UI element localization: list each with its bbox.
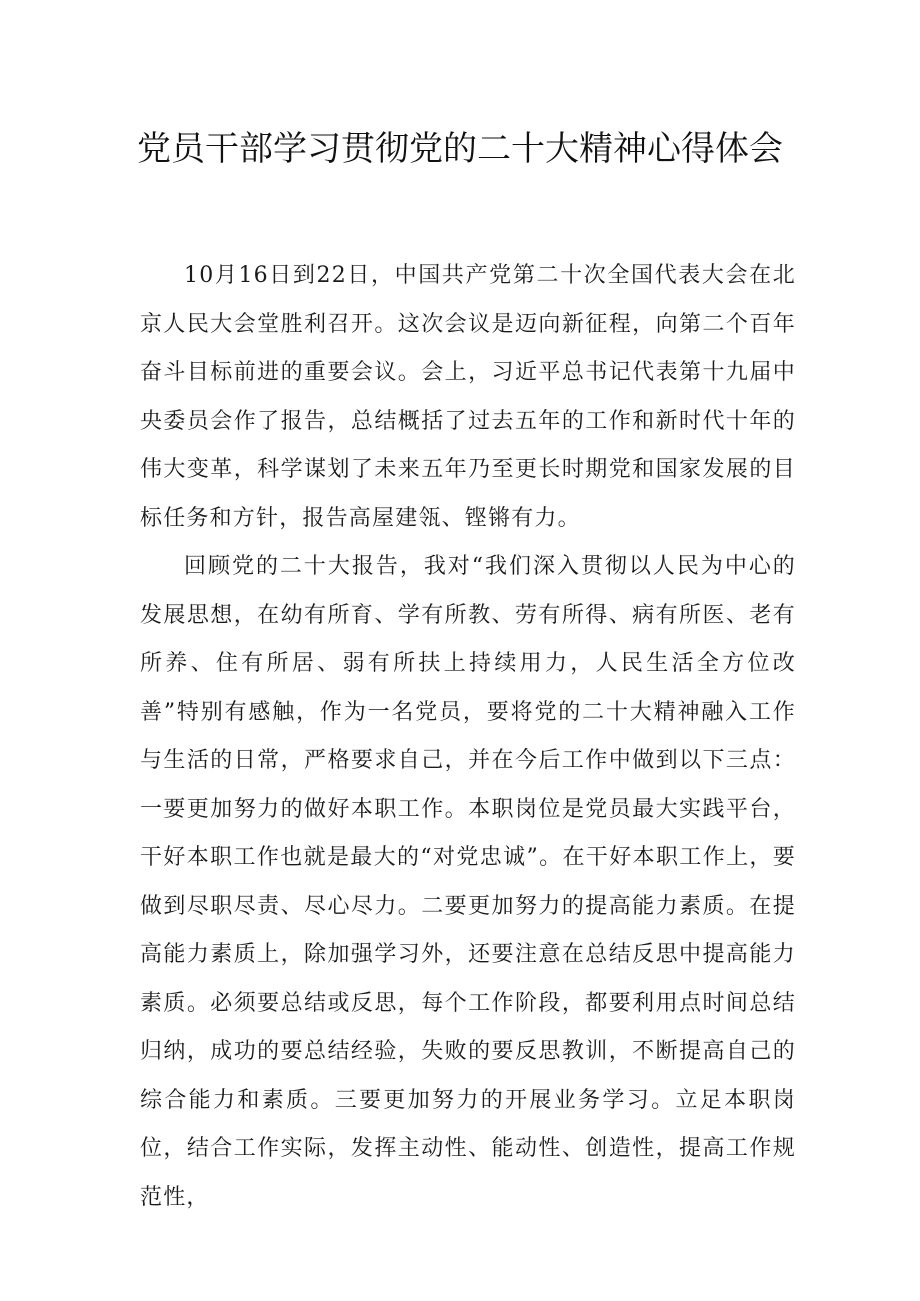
document-body [140,252,796,1222]
document-title: 党员干部学习贯彻党的二十大精神心得体会 [137,129,783,169]
paragraph-2: 回顾党的二十大报告，我对“我们深入贯彻以人民为中心的发展思想，在幼有所育、学有所教、劳有所得、病有所医、老有所养、住有所居、弱有所扶上持续用力，人民生活全方位改善”特别有感触，作为一名党员，要将党的二十大精神融入工作与生活的日常，严格要求自己，并在今后工作中做到以下三点：一要更加努力的做好本职工作。本职岗位是党员最大实践平台，干好本职工作也就是最大的“对党忠诚”。在干好本职工作上，要做到尽职尽责、尽心尽力。二要更加努力的提高能力素质。在提高能力素质上，除加强学习外，还要注意在总结反思中提高能力素质。必须要总结或反思，每个工作阶段，都要利用点时间总结归纳，成功的要总结经验，失败的要反思教训，不断提高自己的综合能力和素质。三要更加努力的开展业务学习。立足本职岗位，结合工作实际，发挥主动性、能动性、创造性，提高工作规范性， [140,554,796,1210]
paragraph-1: 10月16日到22日，中国共产党第二十次全国代表大会在北京人民大会堂胜利召开。这次会议是迈向新征程，向第二个百年奋斗目标前进的重要会议。会上，习近平总书记代表第十九届中央委员会作了报告，总结概括了过去五年的工作和新时代十年的伟大变革，科学谋划了未来五年乃至更长时期党和国家发展的目标任务和方针，报告高屋建瓴、铿锵有力。 [140,263,796,531]
